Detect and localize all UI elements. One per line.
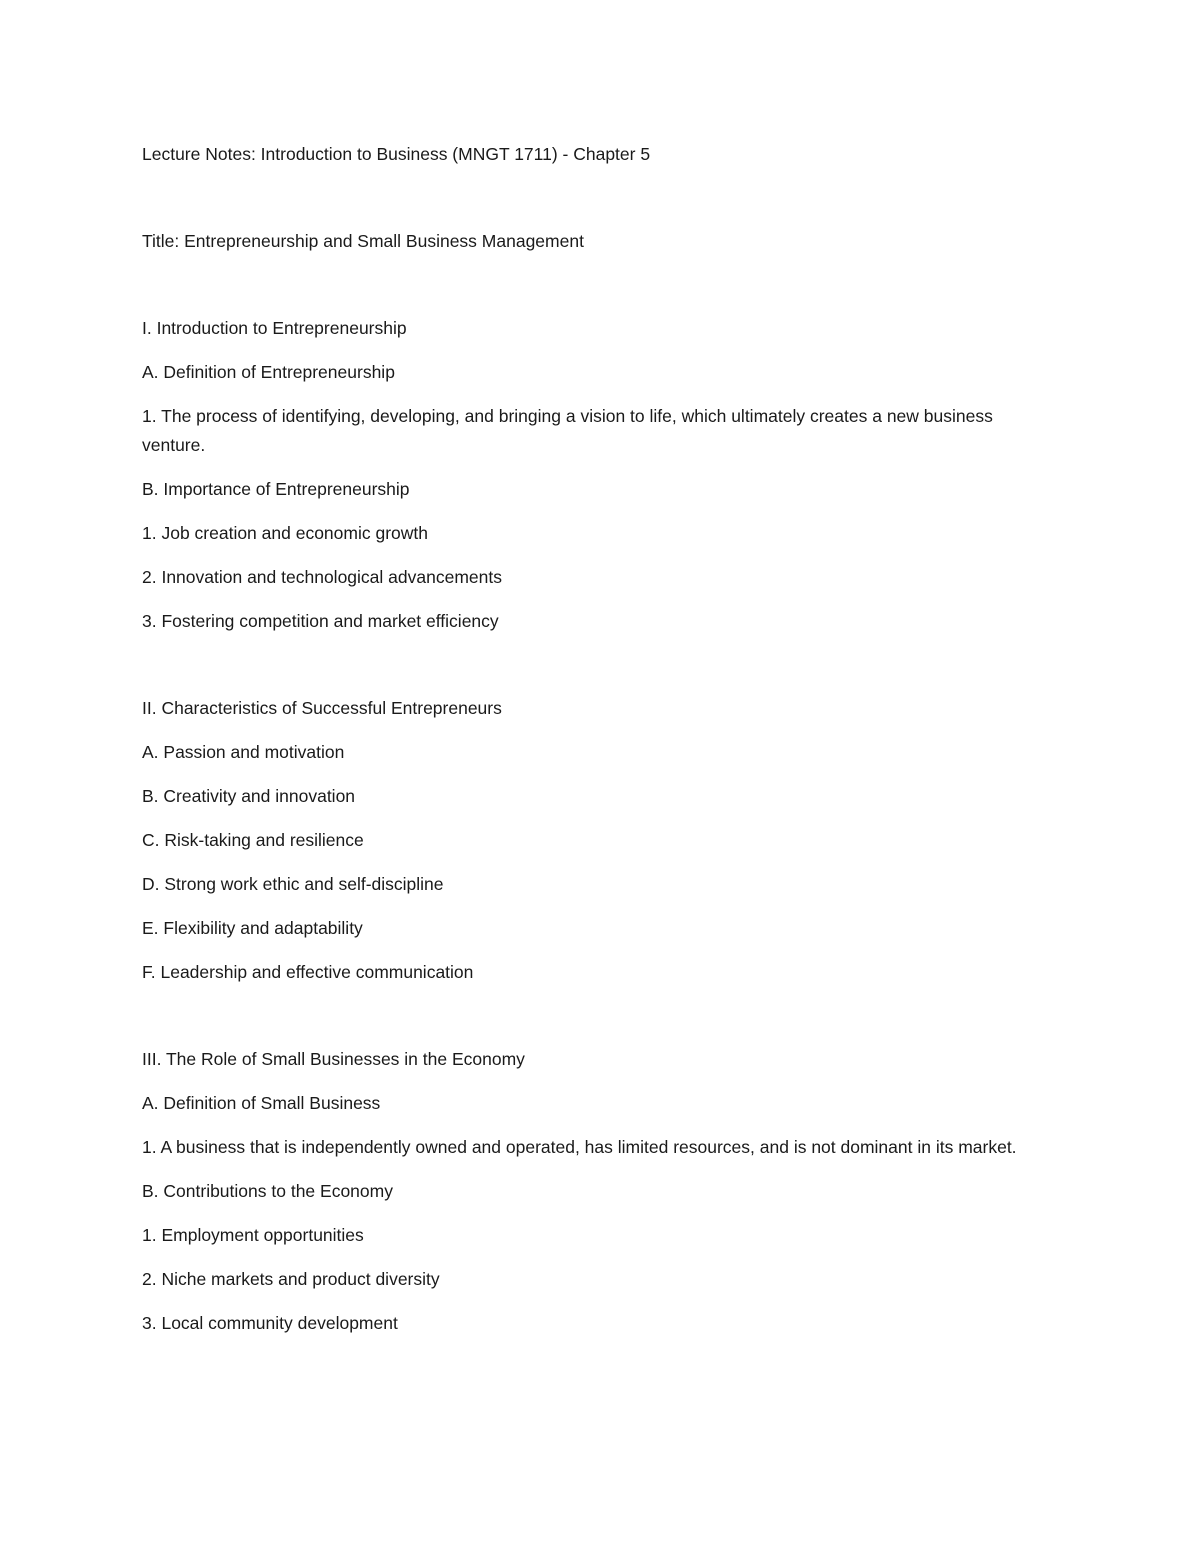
outline-item: B. Importance of Entrepreneurship xyxy=(142,479,410,499)
outline-item: B. Contributions to the Economy xyxy=(142,1181,393,1201)
outline-item: A. Definition of Small Business xyxy=(142,1093,381,1113)
outline-item: 2. Niche markets and product diversity xyxy=(142,1269,440,1289)
outline-item: 1. A business that is independently owned and operated, has limited resources, and is not dominant in its market. xyxy=(142,1137,1017,1157)
document-body xyxy=(142,140,1042,1338)
section-heading: II. Characteristics of Successful Entrepreneurs xyxy=(142,698,502,718)
outline-item: F. Leadership and effective communication xyxy=(142,962,474,982)
section-heading: I. Introduction to Entrepreneurship xyxy=(142,318,407,338)
outline-item: C. Risk-taking and resilience xyxy=(142,830,364,850)
outline-item: E. Flexibility and adaptability xyxy=(142,918,363,938)
outline-item: D. Strong work ethic and self-discipline xyxy=(142,874,444,894)
outline-item: 1. Job creation and economic growth xyxy=(142,523,428,543)
outline-item: 2. Innovation and technological advancements xyxy=(142,567,502,587)
outline-item: 1. The process of identifying, developing, and bringing a vision to life, which ultimately creates a new business venture. xyxy=(142,406,993,455)
outline-item: 3. Local community development xyxy=(142,1313,398,1333)
outline-item: A. Definition of Entrepreneurship xyxy=(142,362,395,382)
outline-item: 3. Fostering competition and market efficiency xyxy=(142,611,499,631)
outline-item: A. Passion and motivation xyxy=(142,742,345,762)
document-title: Title: Entrepreneurship and Small Business Management xyxy=(142,231,584,251)
outline-item: 1. Employment opportunities xyxy=(142,1225,364,1245)
document-header: Lecture Notes: Introduction to Business (MNGT 1711) - Chapter 5 xyxy=(142,144,651,164)
section-heading: III. The Role of Small Businesses in the Economy xyxy=(142,1049,525,1069)
outline-item: B. Creativity and innovation xyxy=(142,786,356,806)
